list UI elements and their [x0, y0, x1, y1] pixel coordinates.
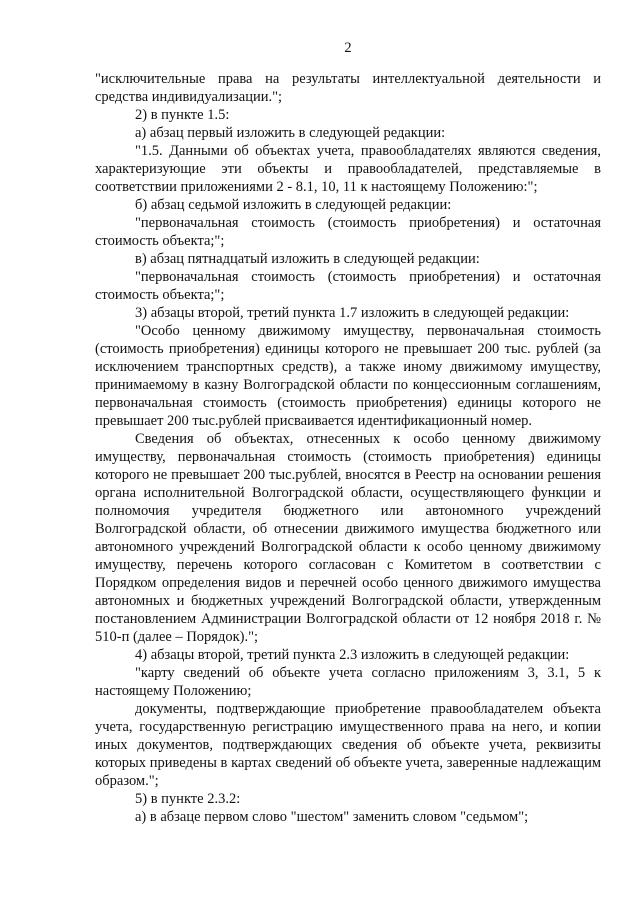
paragraph: а) в абзаце первом слово "шестом" заменить словом "седьмом";	[135, 809, 529, 825]
paragraph: а) абзац первый изложить в следующей редакции:	[135, 125, 446, 141]
paragraph: б) абзац седьмой изложить в следующей редакции:	[135, 197, 452, 213]
paragraph: Сведения об объектах, отнесенных к особо ценному движимому имуществу, первоначальная стоимость (стоимость приобретения) единицы которого не превышает 200 тыс.рублей, вносятся в Реестр на основании решения органа исполнительной Волгоградской области, осуществляющего функции и полномочия учредителя бюджетного или автономного учреждений Волгоградской области, об отнесении движимого имущества бюджетного или автономного учреждений Волгоградской области к особо ценному движимому имуществу, перечень которого согласован с Комитетом в соответствии с Порядком определения видов и перечней особо ценного движимого имущества автономных и бюджетных учреждений Волгоградской области, утвержденным постановлением Администрации Волгоградской области от 12 ноября 2018 г. № 510-п (далее – Порядок).";	[95, 431, 601, 645]
paragraph: "первоначальная стоимость (стоимость приобретения) и остаточная стоимость объекта;";	[95, 215, 601, 249]
paragraph: в) абзац пятнадцатый изложить в следующей редакции:	[135, 251, 480, 267]
paragraph: 5) в пункте 2.3.2:	[135, 791, 241, 807]
document-body	[95, 70, 601, 826]
paragraph: "первоначальная стоимость (стоимость приобретения) и остаточная стоимость объекта;";	[95, 269, 601, 303]
paragraph: 4) абзацы второй, третий пункта 2.3 изложить в следующей редакции:	[135, 647, 570, 663]
paragraph: 3) абзацы второй, третий пункта 1.7 изложить в следующей редакции:	[135, 305, 570, 321]
paragraph: 2) в пункте 1.5:	[135, 107, 230, 123]
paragraph: "исключительные права на результаты интеллектуальной деятельности и средства индивидуализации.";	[95, 71, 601, 105]
page-number: 2	[344, 40, 352, 56]
paragraph: "карту сведений об объекте учета согласно приложениям 3, 3.1, 5 к настоящему Положению;	[95, 665, 601, 699]
paragraph: "1.5. Данными об объектах учета, правообладателях являются сведения, характеризующие эти объекты и правообладателей, представляемые в соответствии приложениями 2 - 8.1, 10, 11 к настоящему Положению:";	[95, 143, 601, 195]
paragraph: "Особо ценному движимому имуществу, первоначальная стоимость (стоимость приобретения) единицы которого не превышает 200 тыс. рублей (за исключением транспортных средств), а также иному движимому имуществу, принимаемому в казну Волгоградской области по концессионным соглашениям, первоначальная стоимость (стоимость приобретения) единицы которого не превышает 200 тыс.рублей присваивается идентификационный номер.	[95, 323, 601, 429]
paragraph: документы, подтверждающие приобретение правообладателем объекта учета, государственную регистрацию имущественного права на него, и копии иных документов, подтверждающих сведения об объекте учета, реквизиты которых приведены в картах сведений об объекте учета, заверенные надлежащим образом.";	[95, 701, 601, 789]
